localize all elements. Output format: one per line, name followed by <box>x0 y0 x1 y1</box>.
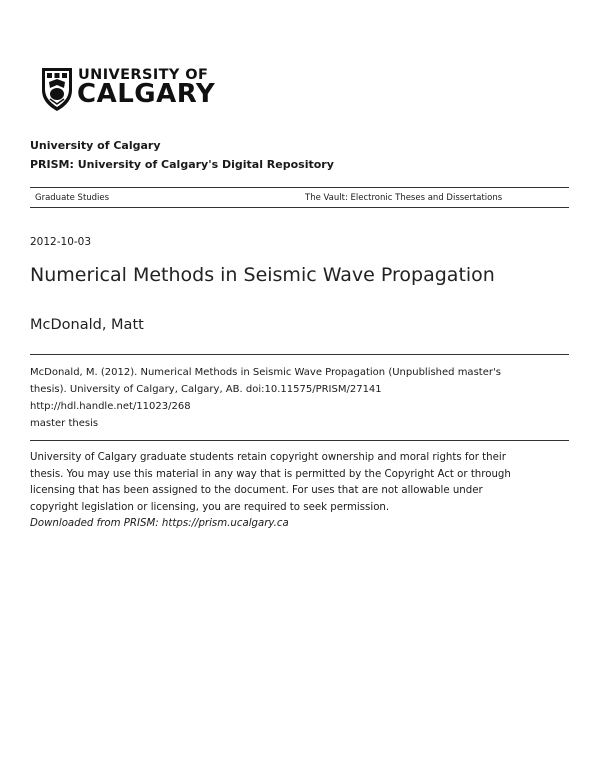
citation-line: thesis). University of Calgary, Calgary, AB. doi:10.11575/PRISM/27141 <box>30 384 382 395</box>
rights-line: copyright legislation or licensing, you are required to seek permission. <box>30 501 390 513</box>
crest-icon <box>40 66 74 112</box>
divider <box>30 440 569 441</box>
repository-name: PRISM: University of Calgary's Digital Repository <box>30 158 334 171</box>
divider <box>30 354 569 355</box>
handle-link[interactable]: http://hdl.handle.net/11023/268 <box>30 401 191 412</box>
document-title: Numerical Methods in Seismic Wave Propagation <box>30 264 495 286</box>
rights-line: licensing that has been assigned to the document. For uses that are not allowable under <box>30 485 483 496</box>
rights-line: thesis. You may use this material in any way that is permitted by the Copyright Act or through <box>30 468 511 480</box>
document-type: master thesis <box>30 418 99 429</box>
breadcrumb-bottom-rule <box>30 207 569 208</box>
logo-line-university: UNIVERSITY OF <box>78 67 209 83</box>
downloaded-from-link[interactable]: Downloaded from PRISM: https://prism.ucalgary.ca <box>30 518 289 529</box>
citation-line: McDonald, M. (2012). Numerical Methods in Seismic Wave Propagation (Unpublished master's <box>30 367 501 378</box>
rights-line: University of Calgary graduate students retain copyright ownership and moral rights for their <box>30 452 506 463</box>
author-name: McDonald, Matt <box>30 317 144 333</box>
logo-line-calgary: CALGARY <box>77 79 216 109</box>
publication-date: 2012-10-03 <box>30 236 92 248</box>
citation-block <box>30 364 569 432</box>
collection-graduate-studies[interactable]: Graduate Studies <box>35 193 110 203</box>
university-logo <box>40 66 216 114</box>
collection-the-vault[interactable]: The Vault: Electronic Theses and Dissertations <box>305 193 503 203</box>
breadcrumb-top-rule <box>30 187 569 188</box>
rights-statement <box>30 450 569 533</box>
institution-name: University of Calgary <box>30 139 161 152</box>
